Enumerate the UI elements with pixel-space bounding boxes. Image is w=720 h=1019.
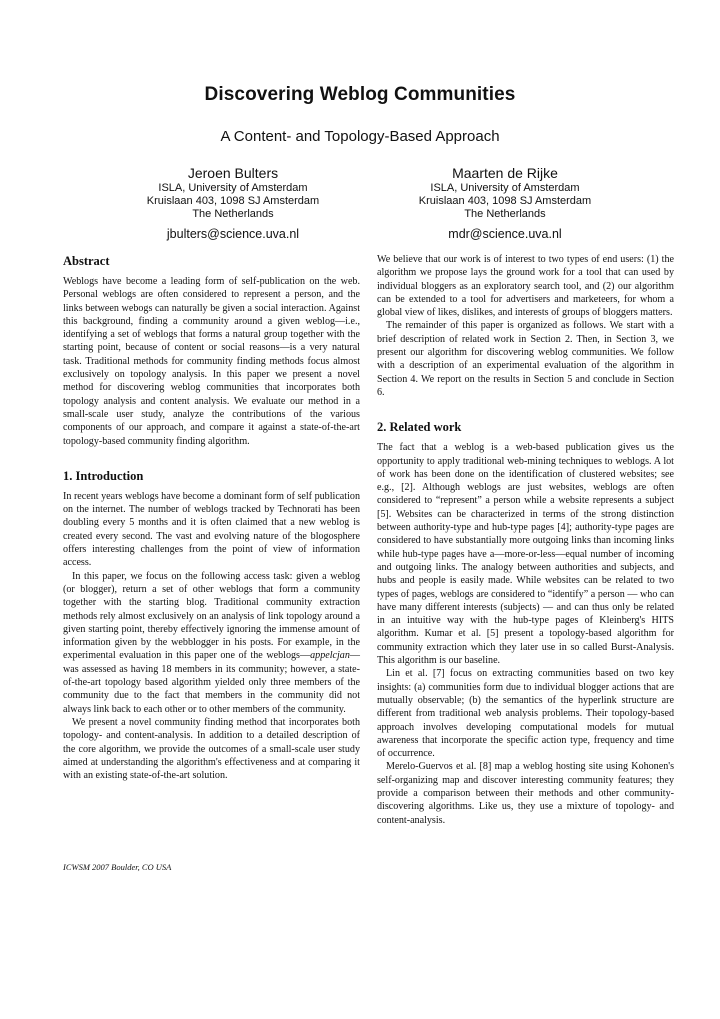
abstract-text: Weblogs have become a leading form of self-publication on the web. Personal weblogs are often considered to represent a person, and the links between webogs can naturally be given a social interaction. Against this background, finding a community around a given weblog—i.e., identifying a set of weblogs that forms a natural group together with the starting point, because of content or social reasons—is a very natural task. Traditional methods for community finding methods focus almost exclusively on topology analysis. In this paper we present a novel method for discovering weblog communities that incorporates both topology analysis and content analysis. We evaluate our method in a small-scale user study, analyze the contributions of the various components of our approach, and compare it against a state-of-the-art topology-based community finding algorithm. [63, 276, 360, 447]
introduction-paragraph-2 [63, 570, 360, 716]
related-work-paragraph-2: Lin et al. [7] focus on extracting communities based on two key insights: (a) communities form due to individual blogger actions that are mutually observable; (b) the semantics of the hyperlink structure are different from traditional web analysis problems. Their topology-based approach involves developing computational models for mutual awareness that incorporate the specific action type, frequency and time of occurrence. [377, 668, 674, 760]
author-country: The Netherlands [192, 208, 274, 220]
author-block-1 [83, 165, 383, 242]
author-email[interactable]: mdr@science.uva.nl [448, 227, 562, 241]
introduction-paragraph-2-text-a: In this paper, we focus on the following access task: given a weblog (or blogger), return a set of other weblogs that form a community together with the starting blog. Traditional community extraction methods rely almost exclusively on an analysis of link topology around a given starting point, thereby effectively ignoring the immense amount of information given by the webblogger in his posts. For example, in the experimental evaluation in this paper one of the weblogs— [63, 570, 360, 662]
abstract-heading: Abstract [63, 254, 110, 268]
author-name: Jeroen Bulters [187, 165, 279, 181]
left-column [63, 253, 360, 782]
intro-continued-paragraph-1: We believe that our work is of interest to two types of end users: (1) the algorithm we propose lays the ground work for a tool that can used by individual bloggers as an exploratory search tool, and (2) our algorithm can be extended to a tool for advertisers and marketeers, for whom a global view of likes, dislikes, and interests of groups of bloggers matters. [377, 254, 674, 319]
author-affiliation: ISLA, University of Amsterdam [430, 182, 580, 194]
author-email[interactable]: jbulters@science.uva.nl [166, 227, 300, 241]
weblog-name-italic: appelcjan [310, 650, 350, 662]
introduction-heading: 1. Introduction [63, 468, 144, 483]
paper-subtitle: A Content- and Topology-Based Approach [220, 128, 500, 145]
paper-title: Discovering Weblog Communities [204, 84, 516, 105]
related-work-heading: 2. Related work [377, 420, 462, 435]
author-country: The Netherlands [464, 208, 546, 220]
intro-continued-paragraph-2: The remainder of this paper is organized as follows. We start with a brief description of related work in Section 2. Then, in Section 3, we present our algorithm for discovering weblog communities. We follow with a description of an experimental evaluation of the algorithm in Section 4. We report on the results in Section 5 and conclude in Section 6. [377, 320, 674, 398]
right-column [377, 253, 674, 827]
author-affiliation: ISLA, University of Amsterdam [158, 182, 308, 194]
author-name: Maarten de Rijke [452, 165, 558, 181]
introduction-paragraph-2-text-b: —was assessed as having 18 members in its community; however, a state-of-the-art topology based algorithm yielded only three members of the community due to the fact that members in the community did not always link back to each other or to other members of the community. [63, 650, 360, 715]
introduction-paragraph-1 [63, 490, 360, 570]
conference-footnote: ICWSM 2007 Boulder, CO USA [63, 862, 172, 872]
related-work-paragraph-3: Merelo-Guervos et al. [8] map a weblog hosting site using Kohonen's self-organizing map and discover interesting community features; they provide a comparison between their methods and other community-discovering algorithms. Like us, they use a mixture of topology- and content-analysis. [377, 761, 674, 826]
related-work-paragraph-1: The fact that a weblog is a web-based publication gives us the opportunity to apply traditional web-mining techniques to weblogs. A lot of work has been done on the identification of clustered websites; see e.g., [2]. Although weblogs are just websites, weblogs are often considered to “represent” a person while a website represents a subject [5]. Websites can be characterized in terms of the strong distinction between authority-type and hub-type pages [4]; authority-type pages are considered to have substantially more outgoing links than incoming links while hub-type pages have a—more-or-less—equal number of incoming and outgoing links. The analogy between authorities and subjects, and hubs and people is easily made. While websites can be related to two types of pages, weblogs are considered to “identify” a person — who can have many different interests (subjects) — and can thus only be related in an intuitive way with the hub-type pages of Kleinberg's HITS algorithm. Kumar et al. [5] present a topology-based algorithm for community extraction which they later use in so called Burst-Analysis. This algorithm is our baseline. [377, 442, 674, 667]
introduction-paragraph-3: We present a novel community finding method that incorporates both topology- and content-analysis. In addition to a detailed description of the core algorithm, we provide the outcomes of a small-scale user study aimed at understanding the algorithm's effectiveness and at comparing it with an existing state-of-the-art solution. [63, 716, 360, 782]
author-address: Kruislaan 403, 1098 SJ Amsterdam [146, 195, 320, 207]
author-block-2 [355, 165, 655, 242]
introduction-paragraph-1-text: In recent years weblogs have become a dominant form of self publication on the internet. The number of weblogs tracked by Technorati has been doubling every 5 months and it is often claimed that a new weblog is created every second. The vast and evolving nature of the blogosphere offers interesting challenges from the point of view of information access. [63, 490, 360, 569]
author-address: Kruislaan 403, 1098 SJ Amsterdam [418, 195, 592, 207]
